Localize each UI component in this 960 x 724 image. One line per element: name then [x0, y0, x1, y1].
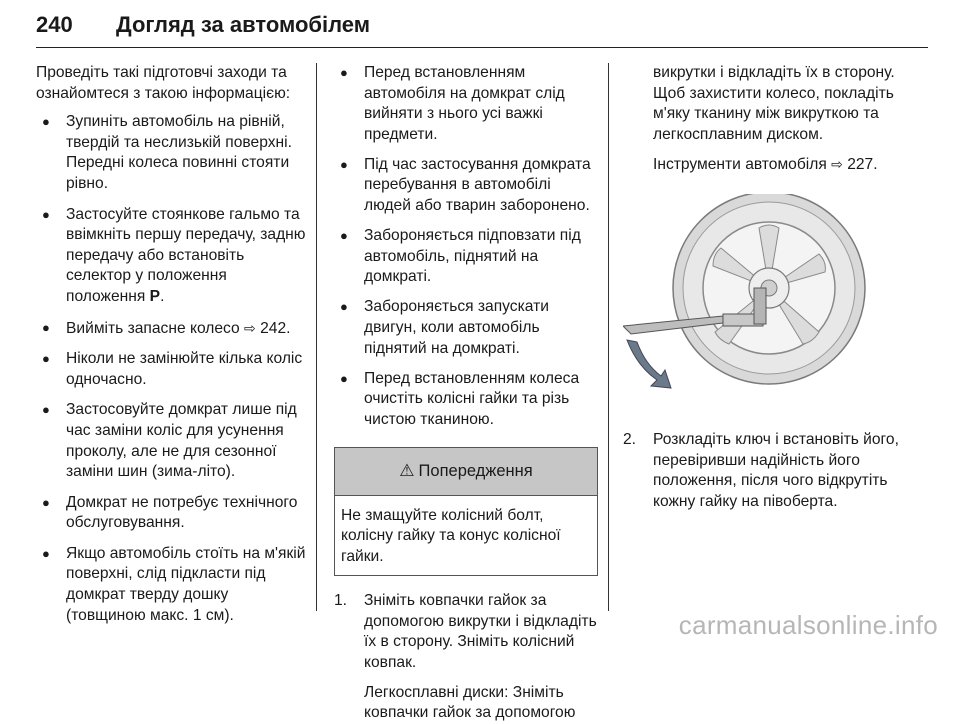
- warning-title: Попередження: [418, 461, 533, 480]
- gear-position-p: P: [149, 287, 161, 305]
- preparation-list: [36, 112, 306, 626]
- page-title: Догляд за автомобілем: [116, 12, 371, 37]
- tools-text: Інструменти автомобіля: [653, 156, 827, 174]
- page-header: [36, 7, 928, 48]
- list-item: ● Зупиніть автомобіль на рівній, твердій та неслизькій поверхні. Передні колеса повинні стояти рівно.: [36, 112, 306, 194]
- page-reference-link[interactable]: 242.: [260, 319, 291, 337]
- column-divider: [608, 63, 609, 611]
- warning-text: Не змащуйте колісний болт, колісну гайку та конус колісної гайки.: [341, 506, 561, 565]
- reference-arrow-icon: ⇨: [244, 319, 256, 336]
- column-3: [623, 63, 899, 512]
- step-text: Розкладіть ключ і встановіть його, перевіривши надійність його положення, після чого відкрутіть кожну гайку на півоберта.: [653, 430, 899, 510]
- column-divider: [316, 63, 317, 611]
- step-text: Зніміть ковпачки гайок за допомогою викрутки і відкладіть їх в сторону. Зніміть колісний ковпак.: [364, 592, 597, 672]
- tools-reference: [623, 154, 899, 176]
- step-1-continued: викрутки і відкладіть їх в сторону. Щоб захистити колесо, покладіть м'яку тканину між викруткою та легкосплавним диском.: [653, 64, 895, 143]
- reference-arrow-icon: ⇨: [831, 156, 843, 173]
- intro-paragraph: Проведіть такі підготовчі заходи та ознайомтеся з такою інформацією:: [36, 64, 291, 102]
- step-number: 1.: [334, 592, 348, 610]
- warning-triangle-icon: ⚠: [399, 460, 415, 480]
- list-item: [36, 318, 306, 340]
- list-item: ● Забороняється запускати двигун, коли автомобіль піднятий на домкраті.: [334, 297, 598, 359]
- warning-box: [334, 447, 598, 577]
- page-number: 240: [36, 12, 73, 37]
- page-reference-link[interactable]: 227.: [847, 156, 878, 174]
- list-item-end: .: [160, 287, 165, 305]
- list-item: ● Домкрат не потребує технічного обслуговування.: [36, 493, 306, 534]
- list-item-text: Вийміть запасне колесо: [66, 319, 240, 337]
- gear-position-tail: положення: [66, 287, 146, 305]
- safety-list: [334, 63, 598, 431]
- step-number: 2.: [623, 430, 637, 448]
- list-item: ● Забороняється підповзати під автомобіль, піднятий на домкраті.: [334, 226, 598, 288]
- list-item: ● Якщо автомобіль стоїть на м'якій поверхні, слід підкласти під домкрат тверду дошку (товщиною макс. 1 см).: [36, 544, 306, 626]
- step-2: [623, 430, 899, 512]
- list-item: [36, 205, 306, 308]
- wheel-wrench-illustration: [623, 194, 891, 420]
- watermark: carmanualsonline.info: [678, 610, 938, 640]
- warning-header: [335, 448, 597, 496]
- step-1-alloy-note: Легкосплавні диски: Зніміть ковпачки гайок за допомогою: [364, 683, 576, 722]
- column-1: [36, 63, 306, 636]
- list-item: ● Перед встановленням автомобіля на домкрат слід вийняти з нього усі важкі предмети.: [334, 63, 598, 145]
- list-item: ● Ніколи не замінюйте кілька коліс одночасно.: [36, 349, 306, 390]
- list-item: ● Перед встановленням колеса очистіть колісні гайки та різь чистою тканиною.: [334, 369, 598, 431]
- list-item-text: Застосуйте стоянкове гальмо та ввімкніть першу передачу, задню передачу або встановіть селектор у положення: [66, 205, 306, 285]
- list-item: ● Під час застосування домкрата перебування в автомобілі людей або тварин заборонено.: [334, 155, 598, 217]
- list-item: ● Застосовуйте домкрат лише під час заміни коліс для усунення проколу, але не для сезонної заміни шин (зима-літо).: [36, 400, 306, 482]
- wheel-illustration-svg: [623, 194, 891, 420]
